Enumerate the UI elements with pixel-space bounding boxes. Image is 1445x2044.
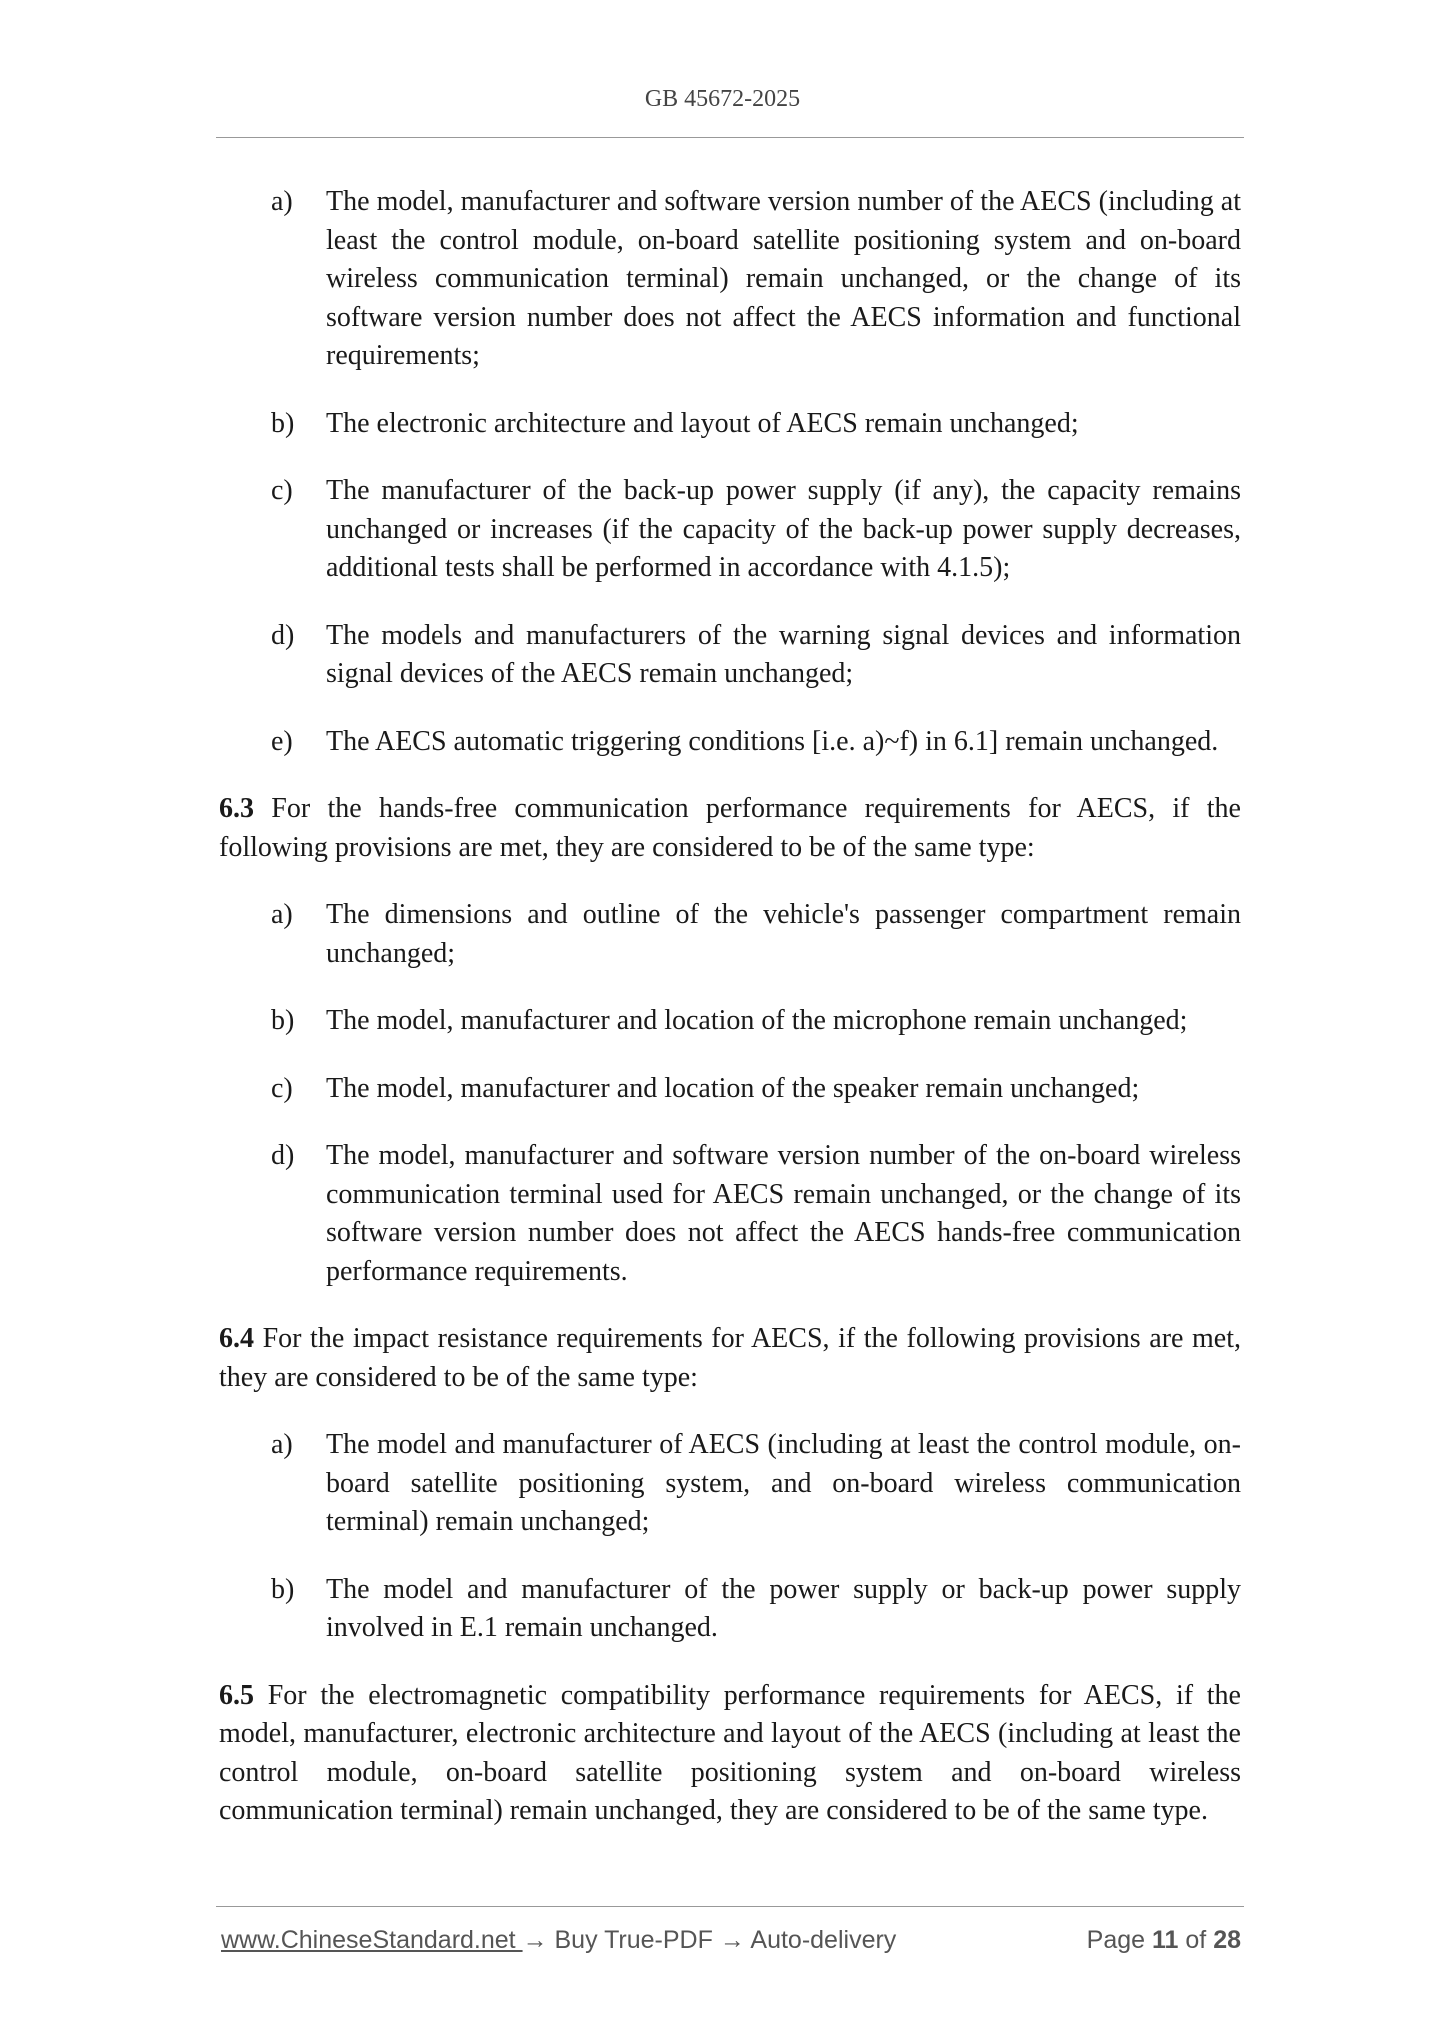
clause-6-3 xyxy=(219,790,1241,867)
list-marker: a) xyxy=(271,899,293,930)
footer-divider xyxy=(216,1906,1244,1907)
list-item-text: The model and manufacturer of AECS (including at least the control module, on-board satellite positioning system, and on-board wireless communication terminal) remain unchanged; xyxy=(326,1429,1241,1537)
list-item-text: The model, manufacturer and software version number of the AECS (including at least the control module, on-board satellite positioning system and on-board wireless communication terminal) remain unchanged, or the change of its software version number does not affect the AECS information and functional requirements; xyxy=(326,186,1241,371)
list-item xyxy=(219,472,1241,588)
document-header-title: GB 45672-2025 xyxy=(644,86,801,112)
list-item xyxy=(219,405,1241,444)
arrow-right-icon: → xyxy=(719,1926,745,1954)
buy-true-pdf-text: Buy True-PDF xyxy=(547,1926,720,1954)
list-marker: a) xyxy=(271,1429,293,1460)
footer-links xyxy=(221,1926,896,1955)
list-item-text: The models and manufacturers of the warning signal devices and information signal devices of the AECS remain unchanged; xyxy=(326,619,1241,689)
list-marker: b) xyxy=(271,407,295,439)
list-marker: c) xyxy=(271,1072,293,1104)
page-label: Page xyxy=(1086,1926,1152,1954)
list-marker: b) xyxy=(271,1005,295,1036)
list-item-text: The electronic architecture and layout of AECS remain unchanged; xyxy=(326,407,1079,439)
list-item xyxy=(219,183,1241,376)
list-marker: a) xyxy=(271,186,293,217)
current-page-number: 11 xyxy=(1152,1926,1179,1954)
document-body xyxy=(219,183,1241,1860)
list-item xyxy=(219,1002,1241,1041)
header-divider xyxy=(216,137,1244,138)
list-item xyxy=(219,1070,1241,1109)
list-item xyxy=(219,617,1241,694)
list-item xyxy=(219,1137,1241,1291)
list-item-text: The model, manufacturer and software version number of the on-board wireless communication terminal used for AECS remain unchanged, or the change of its software version number does not affect the AECS hands-free communication performance requirements. xyxy=(326,1140,1241,1287)
clause-number: 6.5 xyxy=(219,1679,254,1711)
page-footer xyxy=(221,1926,1241,1955)
clause-number: 6.4 xyxy=(219,1323,254,1354)
clause-number: 6.3 xyxy=(219,793,254,824)
list-marker: d) xyxy=(271,1140,295,1171)
list-item-text: The model, manufacturer and location of the speaker remain unchanged; xyxy=(326,1072,1140,1104)
page-number-indicator xyxy=(1087,1926,1241,1955)
list-item xyxy=(219,1426,1241,1542)
auto-delivery-text: Auto-delivery xyxy=(744,1926,897,1954)
clause-text: For the hands-free communication performance requirements for AECS, if the following provisions are met, they are considered to be of the same type: xyxy=(219,793,1241,863)
list-item-text: The AECS automatic triggering conditions [i.e. a)~f) in 6.1] remain unchanged. xyxy=(326,725,1219,757)
list-item xyxy=(219,1571,1241,1648)
list-marker: d) xyxy=(271,619,295,651)
website-link[interactable]: www.ChineseStandard.net xyxy=(221,1926,523,1954)
list-marker: c) xyxy=(271,475,293,506)
list-item xyxy=(219,723,1241,762)
page-of-label: of xyxy=(1178,1926,1214,1954)
list-item-text: The dimensions and outline of the vehicle's passenger compartment remain unchanged; xyxy=(326,899,1241,969)
list-item-text: The model and manufacturer of the power supply or back-up power supply involved in E.1 remain unchanged. xyxy=(326,1573,1241,1643)
clause-text: For the impact resistance requirements for AECS, if the following provisions are met, they are considered to be of the same type: xyxy=(219,1323,1241,1393)
clause-6-5 xyxy=(219,1677,1241,1831)
list-item xyxy=(219,896,1241,973)
list-marker: b) xyxy=(271,1573,295,1605)
clause-6-4 xyxy=(219,1320,1241,1397)
list-marker: e) xyxy=(271,725,293,757)
list-item-text: The model, manufacturer and location of the microphone remain unchanged; xyxy=(326,1005,1188,1036)
list-item-text: The manufacturer of the back-up power supply (if any), the capacity remains unchanged or increases (if the capacity of the back-up power supply decreases, additional tests shall be performed in accordance with 4.1.5); xyxy=(326,475,1241,583)
total-pages-number: 28 xyxy=(1213,1926,1241,1954)
arrow-right-icon: → xyxy=(522,1926,548,1954)
clause-text: For the electromagnetic compatibility performance requirements for AECS, if the model, manufacturer, electronic architecture and layout of the AECS (including at least the control module, on-board satellite positioning system and on-board wireless communication terminal) remain unchanged, they are considered to be of the same type. xyxy=(219,1679,1241,1826)
